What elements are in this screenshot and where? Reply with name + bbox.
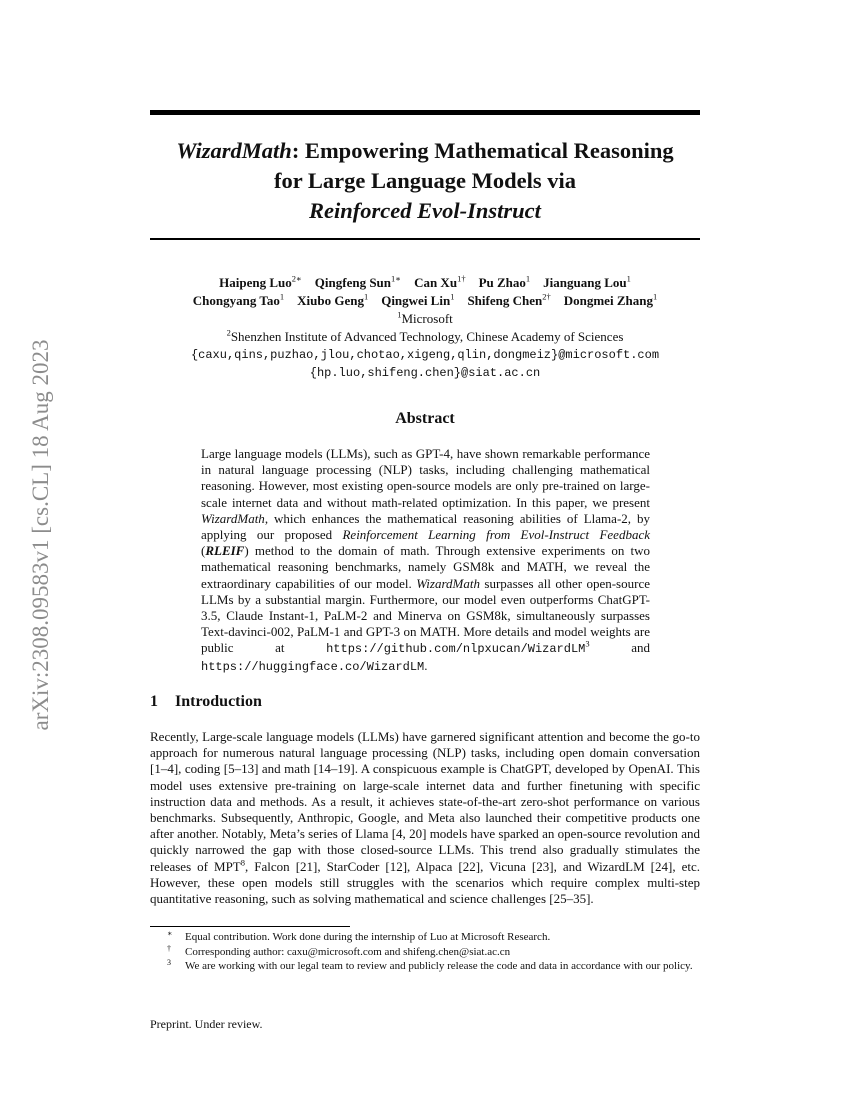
abstract-text: ) method to the domain of math. Through extensive experiments on two mathematical reasoning benchmarks, namely GSM8k and MATH, we reveal the extraordinary capabilities of our model. xyxy=(201,543,650,591)
abstract-heading: Abstract xyxy=(395,410,455,427)
arxiv-stamp xyxy=(21,290,61,780)
affiliation-2 xyxy=(150,328,700,346)
author-name: Haipeng Luo xyxy=(219,275,292,290)
abstract-text: ( xyxy=(201,543,206,559)
email-microsoft: {caxu,qins,puzhao,jlou,chotao,xigeng,qlin,dongmeiz}@microsoft.com xyxy=(190,348,660,362)
author-mark: 1 xyxy=(626,273,631,284)
abstract-text: . xyxy=(424,657,428,673)
arxiv-stamp-text: arXiv:2308.09583v1 [cs.CL] 18 Aug 2023 xyxy=(28,339,53,731)
footnote-ref[interactable]: 3 xyxy=(585,639,590,650)
footnote-item xyxy=(150,930,700,945)
abstract-text: , which enhances the mathematical reasoning abilities of Llama-2, by applying our proposed xyxy=(201,510,650,543)
github-link[interactable]: https://github.com/nlpxucan/WizardLM xyxy=(326,642,586,657)
author-name: Pu Zhao xyxy=(478,275,526,290)
section-number: 1 xyxy=(150,693,158,710)
affiliation-1 xyxy=(150,310,700,328)
affiliation-mark: 2 xyxy=(226,327,231,338)
author-mark: 1 xyxy=(525,273,531,284)
title-top-rule xyxy=(150,110,700,115)
author-row-2 xyxy=(150,292,700,310)
author-mark: 1† xyxy=(457,273,466,284)
author-name: Chongyang Tao xyxy=(192,293,280,308)
section-title: Introduction xyxy=(175,693,262,710)
title-line1-rest: : Empowering Mathematical Reasoning xyxy=(291,138,674,163)
abstract-model-name: WizardMath xyxy=(201,510,265,526)
author-name: Shifeng Chen xyxy=(467,293,543,308)
intro-paragraph xyxy=(150,729,700,907)
title-model-name: WizardMath xyxy=(176,138,292,163)
footnote-text: We are working with our legal team to review and publicly release the code and data in accordance with our policy. xyxy=(185,960,693,972)
footnote-item xyxy=(150,945,700,960)
author-name: Jianguang Lou xyxy=(543,275,627,290)
author-name: Can Xu xyxy=(414,275,458,290)
abstract-body xyxy=(201,446,650,675)
footnote-mark: 3 xyxy=(167,958,171,967)
affiliation-name: Microsoft xyxy=(401,311,453,326)
footnote-rule xyxy=(150,926,350,927)
author-mark: 2† xyxy=(542,291,551,302)
footnote-item xyxy=(150,959,700,974)
abstract-text: and xyxy=(589,640,650,656)
intro-text: , Falcon [21], StarCoder [12], Alpaca [22], Vicuna [23], and WizardLM [24], etc. However, these open models still struggles with the scenarios which require complex multi-step quantitative reasoning, such as solving mathematical and science challenges [25–35]. xyxy=(150,858,701,907)
title-line3: Reinforced Evol-Instruct xyxy=(309,198,541,223)
footnote-text: Corresponding author: caxu@microsoft.com and shifeng.chen@siat.ac.cn xyxy=(185,945,511,958)
preprint-note: Preprint. Under review. xyxy=(150,1017,263,1031)
abstract-text: Large language models (LLMs), such as GPT-4, have shown remarkable performance in natural language processing (NLP) tasks, including challenging mathematical reasoning. However, most existing open-source models are only pre-trained on large-scale internet data and without math-related optimization. In this paper, we present xyxy=(201,446,650,510)
email-siat: {hp.luo,shifeng.chen}@siat.ac.cn xyxy=(309,366,541,380)
abstract-method-name: Reinforcement Learning from Evol-Instruct Feedback xyxy=(342,527,650,543)
author-name: Qingfeng Sun xyxy=(314,275,392,290)
abstract-text: surpasses all other open-source LLMs by a substantial margin. Furthermore, our model even outperforms ChatGPT-3.5, Claude Instant-1, PaLM-2 and Minerva on GSM8k, simultaneously surpasses Text-davinci-002, PaLM-1 and GPT-3 on MATH. More details and model weights are public at xyxy=(201,575,650,656)
author-row-1 xyxy=(150,274,700,292)
footnote-mark: ∗ xyxy=(167,929,173,938)
affiliation-name: Shenzhen Institute of Advanced Technology, Chinese Academy of Sciences xyxy=(230,329,624,344)
paper-title xyxy=(150,136,700,226)
author-mark: 2∗ xyxy=(291,273,302,284)
intro-text: Recently, Large-scale language models (LLMs) have garnered significant attention and become the go-to approach for numerous natural language processing (NLP) tasks, including open domain conversation [1–4], coding [5–13] and math [14–19]. A conspicuous example is ChatGPT, developed by OpenAI. This model uses extensive pre-training on large-scale internet data and further finetuning with specific instruction data and methods. As a result, it achieves state-of-the-art zero-shot performance on various benchmarks. Subsequently, Anthropic, Google, and Meta also launched their competitive products one after another. Notably, Meta’s series of Llama [4, 20] models have sparked an open-source revolution and quickly narrowed the gap with those closed-source LLMs. This trend also gradually stimulates the releases of MPT xyxy=(150,729,700,874)
author-name: Qingwei Lin xyxy=(381,293,451,308)
affiliation-mark: 1 xyxy=(397,309,402,320)
author-mark: 1 xyxy=(363,291,369,302)
author-block xyxy=(150,274,700,382)
huggingface-link[interactable]: https://huggingface.co/WizardLM xyxy=(201,659,425,674)
author-name: Xiubo Geng xyxy=(297,293,364,308)
author-mark: 1∗ xyxy=(391,273,402,284)
title-line2: for Large Language Models via xyxy=(273,168,577,193)
abstract-method-acronym: RLEIF xyxy=(205,543,245,559)
footnote-mark: † xyxy=(167,943,171,953)
abstract-model-name: WizardMath xyxy=(416,575,480,591)
author-mark: 1 xyxy=(652,291,658,302)
footnote-ref[interactable]: 8 xyxy=(240,857,246,868)
section-heading xyxy=(150,693,262,711)
footnote-text: Equal contribution. Work done during the internship of Luo at Microsoft Research. xyxy=(185,931,551,943)
title-bottom-rule xyxy=(150,238,700,240)
author-name: Dongmei Zhang xyxy=(563,293,653,308)
author-mark: 1 xyxy=(450,291,455,302)
footnotes xyxy=(150,930,700,974)
author-mark: 1 xyxy=(279,291,285,302)
